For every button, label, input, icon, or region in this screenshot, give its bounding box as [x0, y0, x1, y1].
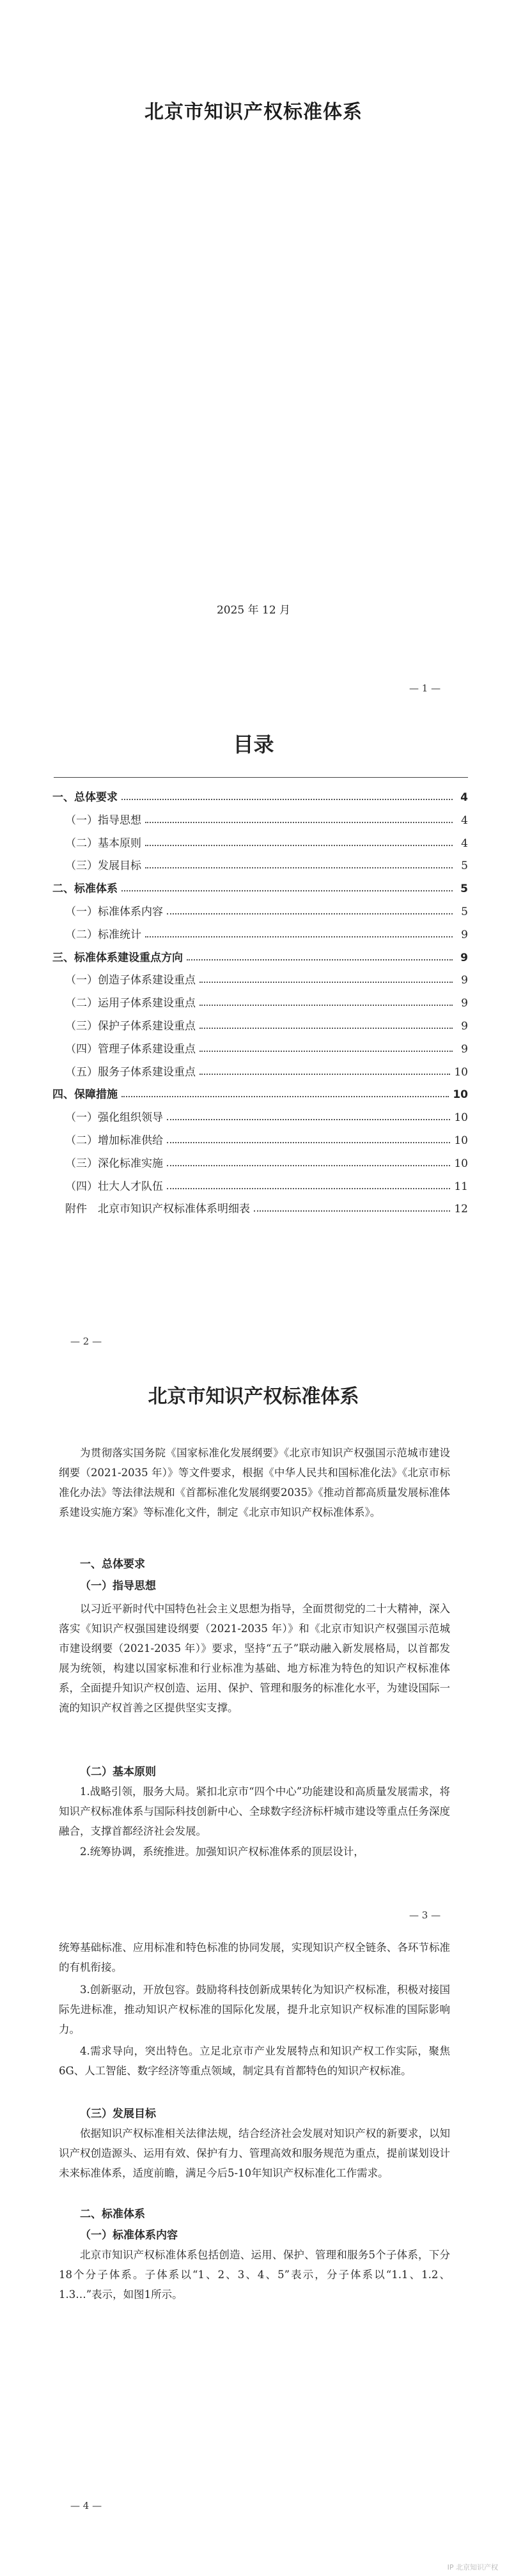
toc-item-label: （二）增加标准供给 — [65, 1134, 163, 1147]
intro-paragraph: 为贯彻落实国务院《国家标准化发展纲要》《北京市知识产权强国示范城市建设纲要（2021-2035 年）》等文件要求，根据《中华人民共和国标准化法》《北京市标准化办法》等法律法规和《首都标准化发展纲要2035》《推动首都高质量发展标准体系建设实施方案》等标准化文件，制定《北京市知识产权标准体系》。 — [59, 1447, 450, 1518]
toc-item — [65, 1015, 468, 1033]
toc-item-page: 10 — [454, 1134, 468, 1147]
toc-item — [65, 1106, 468, 1124]
toc-item — [65, 923, 468, 941]
toc-item — [52, 1083, 468, 1101]
toc-item — [65, 1129, 468, 1147]
toc-leader-dots — [199, 1051, 453, 1052]
toc-item-label: （三）保护子体系建设重点 — [65, 1020, 196, 1033]
toc-item-label: （二）运用子体系建设重点 — [65, 997, 196, 1010]
toc-item — [65, 809, 468, 827]
toc-leader-dots — [199, 1028, 453, 1029]
watermark: IP 北京知识产权 — [447, 2563, 498, 2572]
principle-2-part-1: 2.统筹协调，系统推进。加强知识产权标准体系的顶层设计， — [80, 1846, 364, 1858]
subsection-heading-principles: （二）基本原则 — [80, 1766, 156, 1778]
toc-leader-dots — [167, 1119, 450, 1120]
page-number-1: — 1 — — [409, 683, 441, 694]
toc-leader-dots — [167, 1165, 450, 1166]
toc-item — [65, 1061, 468, 1079]
toc-item-label: 一、总体要求 — [52, 791, 118, 804]
toc-leader-dots — [187, 959, 453, 960]
toc-item-label: 附件 北京市知识产权标准体系明细表 — [65, 1203, 250, 1215]
toc-item-page: 5 — [461, 860, 468, 872]
body-title: 北京市知识产权标准体系 — [148, 1385, 359, 1408]
toc-leader-dots — [145, 936, 453, 937]
page-number-4: — 4 — — [70, 2500, 102, 2511]
page-number-3: — 3 — — [409, 1909, 441, 1921]
toc-item-label: 四、保障措施 — [52, 1088, 118, 1101]
toc-item-label: （三）发展目标 — [65, 860, 141, 872]
section-heading-standard-system: 二、标准体系 — [80, 2208, 145, 2221]
toc-item-page: 12 — [454, 1203, 468, 1215]
cover-date: 2025 年 12 月 — [216, 604, 291, 617]
toc-item-page: 4 — [461, 814, 468, 827]
toc-item — [65, 1198, 468, 1215]
toc-leader-dots — [167, 913, 453, 914]
principle-1: 1.战略引领，服务大局。紧扣北京市“四个中心”功能建设和高质量发展需求，将知识产权标准体系与国际科技创新中心、全球数字经济标杆城市建设等重点任务深度融合，支撑首都经济社会发展。 — [59, 1785, 450, 1837]
toc-item — [65, 992, 468, 1010]
page-number-2: — 2 — — [70, 1336, 102, 1347]
toc-item-label: （五）服务子体系建设重点 — [65, 1066, 196, 1079]
principle-4: 4.需求导向，突出特色。立足北京市产业发展特点和知识产权工作实际，聚焦6G、人工智能、数字经济等重点领域，制定具有首都特色的知识产权标准。 — [59, 2045, 450, 2077]
toc-item — [65, 969, 468, 987]
principle-2-part-2: 统筹基础标准、应用标准和特色标准的协同发展，实现知识产权全链条、各环节标准的有机衔接。 — [59, 1941, 450, 1973]
toc-divider — [54, 777, 468, 778]
toc-item-page: 9 — [461, 1043, 468, 1056]
toc-item-page: 9 — [461, 997, 468, 1010]
toc-leader-dots — [145, 845, 453, 846]
toc-item-page: 9 — [460, 952, 468, 964]
subsection-heading-content: （一）标准体系内容 — [80, 2229, 178, 2242]
toc-item — [52, 877, 468, 895]
toc-leader-dots — [254, 1210, 450, 1212]
toc-item — [65, 1152, 468, 1170]
toc-item-label: 二、标准体系 — [52, 883, 118, 895]
toc-item-label: （三）深化标准实施 — [65, 1157, 163, 1170]
toc-leader-dots — [199, 1074, 450, 1075]
subsection-heading-guiding: （一）指导思想 — [80, 1580, 156, 1593]
toc-item-page: 5 — [460, 883, 468, 895]
toc-item-page: 10 — [454, 1066, 468, 1079]
toc-leader-dots — [121, 1096, 449, 1097]
toc-leader-dots — [121, 799, 453, 800]
toc-leader-dots — [145, 822, 453, 823]
toc-item — [65, 1175, 468, 1193]
toc-item-label: （一）指导思想 — [65, 814, 141, 827]
toc-item-page: 10 — [453, 1088, 468, 1101]
subsection-heading-goals: （三）发展目标 — [80, 2108, 156, 2120]
content-paragraph: 北京市知识产权标准体系包括创造、运用、保护、管理和服务5个子体系，下分18个分子体系。子体系以“1、2、3、4、5”表示，分子体系以“1.1、1.2、1.3…”表示，如图1所示。 — [59, 2249, 450, 2301]
toc-item-label: （一）标准体系内容 — [65, 906, 163, 918]
toc-item — [65, 900, 468, 918]
toc-title: 目录 — [233, 732, 274, 757]
toc-item-page: 10 — [454, 1111, 468, 1124]
toc-item-page: 4 — [461, 837, 468, 850]
toc-leader-dots — [167, 1142, 450, 1143]
toc-leader-dots — [121, 890, 453, 891]
toc-item — [65, 854, 468, 872]
toc-item-page: 9 — [461, 1020, 468, 1033]
goals-paragraph: 依据知识产权标准相关法律法规，结合经济社会发展对知识产权的新要求，以知识产权创造源头、运用有效、保护有力、管理高效和服务规范为重点，提前谋划设计未来标准体系，适度前瞻，满足今后5-10年知识产权标准化工作需求。 — [59, 2127, 450, 2179]
toc-leader-dots — [145, 867, 453, 868]
toc-leader-dots — [199, 982, 453, 983]
toc-item-page: 10 — [454, 1157, 468, 1170]
cover-title: 北京市知识产权标准体系 — [144, 101, 363, 123]
toc-leader-dots — [167, 1188, 450, 1189]
toc-item — [52, 786, 468, 804]
toc-item-page: 11 — [454, 1180, 468, 1193]
toc-item-label: 三、标准体系建设重点方向 — [52, 952, 183, 964]
toc-item-page: 9 — [461, 929, 468, 941]
guiding-paragraph: 以习近平新时代中国特色社会主义思想为指导，全面贯彻党的二十大精神，深入落实《知识产权强国建设纲要（2021-2035 年）》和《北京市知识产权强国示范城市建设纲要（2021-2035 年）》要求，坚持“五子”联动融入新发展格局，以首都发展为统领，构建以国家标准和行业标准为基础、地方标准为特色的知识产权标准体系，全面提升知识产权创造、运用、保护、管理和服务的标准化水平，为建设国际一流的知识产权首善之区提供坚实支撑。 — [59, 1603, 450, 1714]
toc-item-label: （四）壮大人才队伍 — [65, 1180, 163, 1193]
toc-item-page: 5 — [461, 906, 468, 918]
section-heading-overall: 一、总体要求 — [80, 1558, 145, 1571]
toc-item-page: 9 — [461, 974, 468, 987]
toc-item-page: 4 — [460, 791, 468, 804]
toc-item-label: （四）管理子体系建设重点 — [65, 1043, 196, 1056]
toc-item-label: （一）强化组织领导 — [65, 1111, 163, 1124]
principle-3: 3.创新驱动，开放包容。鼓励将科技创新成果转化为知识产权标准，积极对接国际先进标准，推动知识产权标准的国际化发展，提升北京知识产权标准的国际影响力。 — [59, 1984, 450, 2035]
toc-item-label: （二）基本原则 — [65, 837, 141, 850]
toc-item — [65, 1038, 468, 1056]
toc-item-label: （一）创造子体系建设重点 — [65, 974, 196, 987]
toc-leader-dots — [199, 1005, 453, 1006]
toc-item-label: （二）标准统计 — [65, 929, 141, 941]
toc-item — [52, 946, 468, 964]
toc-item — [65, 832, 468, 850]
